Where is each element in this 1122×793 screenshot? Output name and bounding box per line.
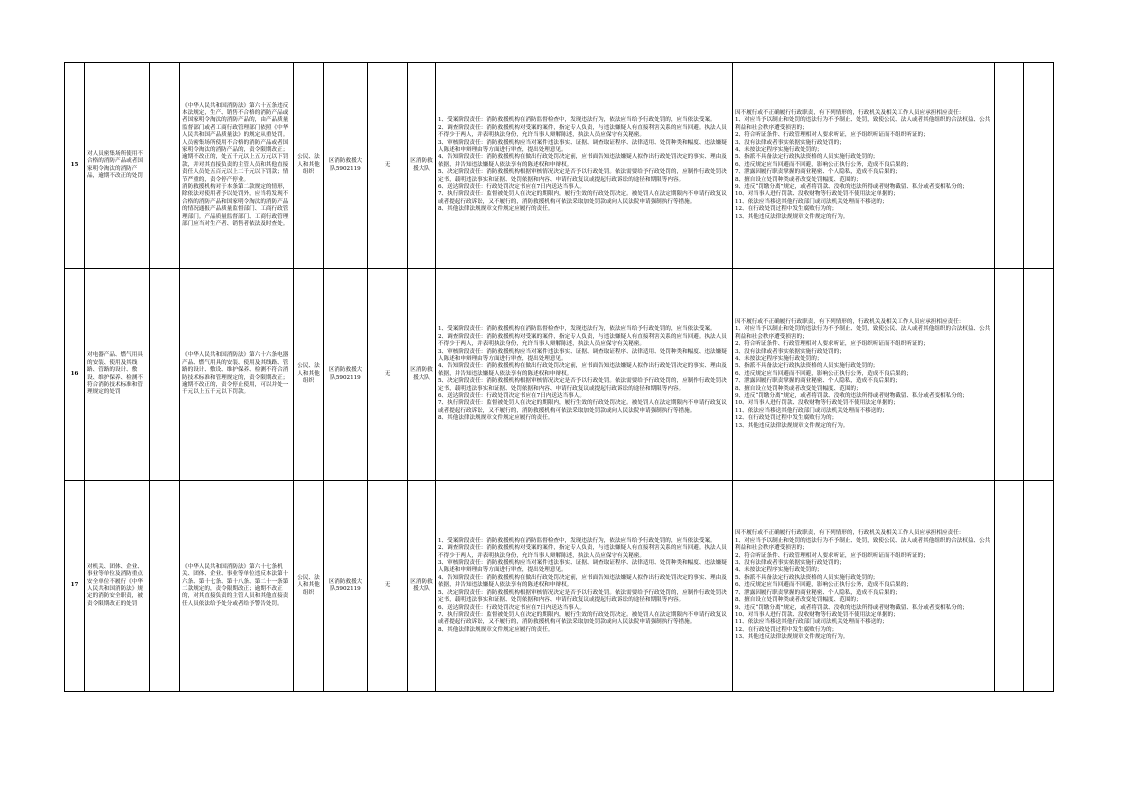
accountability-list xyxy=(733,269,995,481)
power-list-table xyxy=(64,62,1054,692)
empty-cell xyxy=(995,63,1024,269)
accountability-item: 4、未按法定程序实施行政处罚的； xyxy=(735,146,823,153)
empty-cell xyxy=(1024,481,1054,692)
accountability-item: 7、泄露因履行职责掌握的商业秘密、个人隐私，造成不良后果的； xyxy=(735,378,901,385)
accountability-item: 5、指派不具备法定行政执法资格的人员实施行政处罚的； xyxy=(735,574,879,581)
legal-basis xyxy=(180,63,294,269)
responsibility-list xyxy=(436,269,733,481)
accountability-item: 9、违反“罚缴分离”规定，或者将罚款、没收的违法所得或者财物截留、私分或者变相私分的； xyxy=(735,393,969,400)
basis-paragraph: 人员密集场所使用不合格的消防产品或者国家明令淘汰的消防产品的，责令限期改正；逾期不改正的，处五千元以上五万元以下罚款，并对其直接负责的主管人员和其他直接责任人员处五百元以上二千元以下罚款；情节严重的，责令停产停业。 xyxy=(182,139,289,183)
none-cell: 无 xyxy=(368,269,408,481)
table-row xyxy=(65,269,1054,481)
accountability-item: 13、其他违反法律法规规章文件规定的行为。 xyxy=(735,634,849,641)
accountability-item: 8、擅自设立处罚种类或者改变处罚幅度、范围的； xyxy=(735,597,862,604)
accountability-item: 7、泄露因履行职责掌握的商业秘密、个人隐私，造成不良后果的； xyxy=(735,589,901,596)
accountability-item: 10、对当事人进行罚款、没收财物等行政处罚不使用法定单据的； xyxy=(735,191,899,198)
accountability-item: 12、在行政处罚过程中发生腐败行为的； xyxy=(735,626,838,633)
legal-basis xyxy=(180,481,294,692)
accountability-item: 2、符合听证条件、行政管理相对人要求听证，应予组织听证而不组织听证的； xyxy=(735,132,929,139)
none-cell: 无 xyxy=(368,481,408,692)
responsibility-item: 4、告知阶段责任：消防救援机构在做出行政处罚决定前，应书面告知违法嫌疑人拟作出行政处罚决定的事实、理由及依据，并告知违法嫌疑人依法享有的陈述权和申辩权。 xyxy=(438,154,727,168)
item-name: 对人员密集场所使用不合格的消防产品或者国家明令淘汰的消防产品，逾期不改正的处罚 xyxy=(85,63,150,269)
responsibility-item: 1、受案阶段责任：消防救援机构在消防监督检查中，发现违法行为，依法应当给予行政处罚的，应当依法受案。 xyxy=(438,537,716,544)
accountability-item: 7、泄露因履行职责掌握的商业秘密、个人隐私，造成不良后果的； xyxy=(735,169,901,176)
empty-cell xyxy=(150,269,180,481)
subject: 公民、法人和其他组织 xyxy=(294,269,324,481)
responsibility-item: 1、受案阶段责任：消防救援机构在消防监督检查中，发现违法行为，依法应当给予行政处罚的，应当依法受案。 xyxy=(438,326,716,333)
responsibility-list xyxy=(436,63,733,269)
implementing-unit: 区消防救援大队 xyxy=(408,481,436,692)
accountability-item: 2、符合听证条件、行政管理相对人要求听证，应予组织听证而不组织听证的； xyxy=(735,341,929,348)
accountability-list xyxy=(733,481,995,692)
accountability-item: 6、违反规定应当回避而不回避，影响公正执行公务，造成不良后果的； xyxy=(735,370,912,377)
accountability-item: 4、未按法定程序实施行政处罚的； xyxy=(735,567,823,574)
accountability-item: 3、没有法律或者事实依据实施行政处罚的； xyxy=(735,348,845,355)
responsibility-item: 8、其他法律法规规章文件规定应履行的责任。 xyxy=(438,415,554,422)
subject: 公民、法人和其他组织 xyxy=(294,481,324,692)
row-number: 17 xyxy=(65,481,85,692)
table-row xyxy=(65,63,1054,269)
accountability-item: 8、擅自设立处罚种类或者改变处罚幅度、范围的； xyxy=(735,385,862,392)
legal-basis xyxy=(180,269,294,481)
accountability-item: 3、没有法律或者事实依据实施行政处罚的； xyxy=(735,560,845,567)
department: 区消防救援大队5902119 xyxy=(324,481,368,692)
accountability-item: 3、没有法律或者事实依据实施行政处罚的； xyxy=(735,139,845,146)
accountability-item: 11、依法应当移送其他行政部门或司法机关处理而不移送的； xyxy=(735,619,888,626)
responsibility-item: 4、告知阶段责任：消防救援机构在做出行政处罚决定前，应书面告知违法嫌疑人拟作出行政处罚决定的事实、理由及依据，并告知违法嫌疑人依法享有的陈述权和申辩权。 xyxy=(438,574,727,589)
none-cell: 无 xyxy=(368,63,408,269)
responsibility-item: 5、决定阶段责任：消防救援机构根据审核情况决定是否予以行政处罚。依法需要给予行政处罚的，应制作行政处罚决定书，载明违法事实和证据、处罚依据和内容、申请行政复议或提起行政诉讼的途径和期限等内容。 xyxy=(438,378,727,392)
responsibility-item: 4、告知阶段责任：消防救援机构在做出行政处罚决定前，应书面告知违法嫌疑人拟作出行政处罚决定的事实、理由及依据，并告知违法嫌疑人依法享有的陈述权和申辩权。 xyxy=(438,363,727,377)
accountability-item: 1、对应当予以制止和处罚的违法行为不予制止、处罚，致使公民、法人或者其他组织的合法权益、公共利益和社会秩序遭受损害的； xyxy=(735,537,991,552)
accountability-item: 1、对应当予以制止和处罚的违法行为不予制止、处罚，致使公民、法人或者其他组织的合法权益、公共利益和社会秩序遭受损害的； xyxy=(735,326,991,340)
row-number: 16 xyxy=(65,269,85,481)
accountability-item: 因不履行或不正确履行行政职责，有下列情形的，行政机关及相关工作人员应承担相应责任： xyxy=(735,318,965,325)
accountability-item: 因不履行或不正确履行行政职责，有下列情形的，行政机关及相关工作人员应承担相应责任： xyxy=(735,530,965,537)
implementing-unit: 区消防救援大队 xyxy=(408,269,436,481)
accountability-list xyxy=(733,63,995,269)
responsibility-item: 7、执行阶段责任：监督被处罚人在决定的期限内，履行生效的行政处罚决定。被处罚人在法定期限内不申请行政复议或者提起行政诉讼，又不履行的，消防救援机构可依法采取加处罚款或向人民法院申请强制执行等措施。 xyxy=(438,611,727,626)
accountability-item: 8、擅自设立处罚种类或者改变处罚幅度、范围的； xyxy=(735,176,862,183)
table-row xyxy=(65,481,1054,692)
department: 区消防救援大队5902119 xyxy=(324,269,368,481)
responsibility-item: 2、调查阶段责任：消防救援机构对受案的案件，指定专人负责，与违法嫌疑人有直接利害关系的应当回避。执法人员不得少于两人，并表明执法身份，允许当事人辩解陈述，执法人员应保守有关秘密。 xyxy=(438,124,727,139)
empty-cell xyxy=(150,63,180,269)
basis-paragraph: 《中华人民共和国消防法》第六十七条机关、团体、企业、事业等单位违反本法第十六条、第十七条、第十八条、第二十一条第二款规定的，责令限期改正；逾期不改正的，对其直接负责的主管人员和其他直接责任人员依法给予处分或者给予警告处罚。 xyxy=(182,563,289,607)
accountability-item: 5、指派不具备法定行政执法资格的人员实施行政处罚的； xyxy=(735,363,879,370)
accountability-item: 10、对当事人进行罚款、没收财物等行政处罚不使用法定单据的； xyxy=(735,400,899,407)
implementing-unit: 区消防救援大队 xyxy=(408,63,436,269)
responsibility-item: 5、决定阶段责任：消防救援机构根据审核情况决定是否予以行政处罚。依法需要给予行政处罚的，应制作行政处罚决定书，载明违法事实和证据、处罚依据和内容、申请行政复议或提起行政诉讼的途径和期限等内容。 xyxy=(438,169,727,183)
basis-paragraph: 《中华人民共和国消防法》第六十六条电器产品、燃气用具的安装、使用及其线路、管路的设计、敷设、维护保养、检测不符合消防技术标准和管理规定的，责令限期改正；逾期不改正的，责令停止使用，可以并处一千元以上五千元以下罚款。 xyxy=(182,352,289,396)
responsibility-item: 2、调查阶段责任：消防救援机构对受案的案件，指定专人负责，与违法嫌疑人有直接利害关系的应当回避。执法人员不得少于两人，并表明执法身份，允许当事人辩解陈述，执法人员应保守有关秘密。 xyxy=(438,333,727,348)
basis-paragraph: 消防救援机构对于本条第二款规定的情形，除依法对使用者予以处罚外，应当将发现不合格的消防产品和国家明令淘汰的消防产品的情况通报产品质量监督部门、工商行政管理部门。产品质量监督部门、工商行政管理部门应当对生产者、销售者依法及时查处。 xyxy=(182,184,289,228)
responsibility-item: 6、送达阶段责任：行政处罚决定书应在7日内送达当事人。 xyxy=(438,184,585,191)
accountability-item: 因不履行或不正确履行行政职责，有下列情形的，行政机关及相关工作人员应承担相应责任： xyxy=(735,109,965,116)
item-name: 对机关、团体、企业、事业等单位及消防重点安全单位不履行《中华人民共和国消防法》规定的消防安全职责，被责令限期改正的处罚 xyxy=(85,481,150,692)
empty-cell xyxy=(150,481,180,692)
accountability-item: 2、符合听证条件、行政管理相对人要求听证，应予组织听证而不组织听证的； xyxy=(735,552,929,559)
row-number: 15 xyxy=(65,63,85,269)
accountability-item: 4、未按法定程序实施行政处罚的； xyxy=(735,355,823,362)
accountability-item: 6、违反规定应当回避而不回避，影响公正执行公务，造成不良后果的； xyxy=(735,161,912,168)
accountability-item: 10、对当事人进行罚款、没收财物等行政处罚不使用法定单据的； xyxy=(735,611,899,618)
responsibility-item: 3、审核阶段责任：消防救援机构应当对案件违法事实、证据、调查取证程序、法律适用、处罚种类和幅度、违法嫌疑人陈述和申辩理由等方面进行审查，提出处理意见。 xyxy=(438,560,727,574)
responsibility-item: 1、受案阶段责任：消防救援机构在消防监督检查中，发现违法行为，依法应当给予行政处罚的，应当依法受案。 xyxy=(438,117,716,124)
responsibility-item: 8、其他法律法规规章文件规定应履行的责任。 xyxy=(438,206,554,213)
responsibility-item: 7、执行阶段责任：监督被处罚人在决定的期限内，履行生效的行政处罚决定。被处罚人在法定期限内不申请行政复议或者提起行政诉讼，又不履行的，消防救援机构可依法采取加处罚款或向人民法院申请强制执行等措施。 xyxy=(438,191,727,205)
responsibility-item: 3、审核阶段责任：消防救援机构应当对案件违法事实、证据、调查取证程序、法律适用、处罚种类和幅度、违法嫌疑人陈述和申辩理由等方面进行审查，提出处理意见。 xyxy=(438,139,727,153)
empty-cell xyxy=(995,481,1024,692)
accountability-item: 11、依法应当移送其他行政部门或司法机关处理而不移送的； xyxy=(735,198,888,205)
accountability-item: 1、对应当予以制止和处罚的违法行为不予制止、处罚，致使公民、法人或者其他组织的合法权益、公共利益和社会秩序遭受损害的； xyxy=(735,117,991,131)
responsibility-item: 8、其他法律法规规章文件规定应履行的责任。 xyxy=(438,626,554,633)
responsibility-item: 7、执行阶段责任：监督被处罚人在决定的期限内，履行生效的行政处罚决定。被处罚人在法定期限内不申请行政复议或者提起行政诉讼，又不履行的，消防救援机构可依法采取加处罚款或向人民法院申请强制执行等措施。 xyxy=(438,400,727,414)
accountability-item: 9、违反“罚缴分离”规定，或者将罚款、没收的违法所得或者财物截留、私分或者变相私分的； xyxy=(735,184,969,191)
department: 区消防救援大队5902119 xyxy=(324,63,368,269)
empty-cell xyxy=(1024,269,1054,481)
empty-cell xyxy=(995,269,1024,481)
accountability-item: 11、依法应当移送其他行政部门或司法机关处理而不移送的； xyxy=(735,407,888,414)
basis-paragraph: 《中华人民共和国消防法》第六十五条违反本法规定，生产、销售不合格的消防产品或者国家明令淘汰的消防产品的，由产品质量监督部门或者工商行政管理部门依照《中华人民共和国产品质量法》的规定从重处罚。 xyxy=(182,102,289,139)
accountability-item: 12、在行政处罚过程中发生腐败行为的； xyxy=(735,415,838,422)
responsibility-list xyxy=(436,481,733,692)
responsibility-item: 6、送达阶段责任：行政处罚决定书应在7日内送达当事人。 xyxy=(438,604,585,611)
accountability-item: 13、其他违反法律法规规章文件规定的行为。 xyxy=(735,422,849,429)
accountability-item: 6、违反规定应当回避而不回避，影响公正执行公务，造成不良后果的； xyxy=(735,582,912,589)
accountability-item: 13、其他违反法律法规规章文件规定的行为。 xyxy=(735,213,849,220)
empty-cell xyxy=(1024,63,1054,269)
item-name: 对电器产品、燃气用具的安装、使用及其线路、管路的设计、敷设、维护保养、检测不符合消防技术标准和管理规定的处罚 xyxy=(85,269,150,481)
accountability-item: 12、在行政处罚过程中发生腐败行为的； xyxy=(735,206,838,213)
accountability-item: 5、指派不具备法定行政执法资格的人员实施行政处罚的； xyxy=(735,154,879,161)
responsibility-item: 3、审核阶段责任：消防救援机构应当对案件违法事实、证据、调查取证程序、法律适用、处罚种类和幅度、违法嫌疑人陈述和申辩理由等方面进行审查，提出处理意见。 xyxy=(438,348,727,362)
subject: 公民、法人和其他组织 xyxy=(294,63,324,269)
responsibility-item: 6、送达阶段责任：行政处罚决定书应在7日内送达当事人。 xyxy=(438,393,585,400)
responsibility-item: 5、决定阶段责任：消防救援机构根据审核情况决定是否予以行政处罚。依法需要给予行政处罚的，应制作行政处罚决定书，载明违法事实和证据、处罚依据和内容、申请行政复议或提起行政诉讼的途径和期限等内容。 xyxy=(438,589,727,604)
accountability-item: 9、违反“罚缴分离”规定，或者将罚款、没收的违法所得或者财物截留、私分或者变相私分的； xyxy=(735,604,969,611)
responsibility-item: 2、调查阶段责任：消防救援机构对受案的案件，指定专人负责，与违法嫌疑人有直接利害关系的应当回避。执法人员不得少于两人，并表明执法身份，允许当事人辩解陈述，执法人员应保守有关秘密。 xyxy=(438,545,727,559)
